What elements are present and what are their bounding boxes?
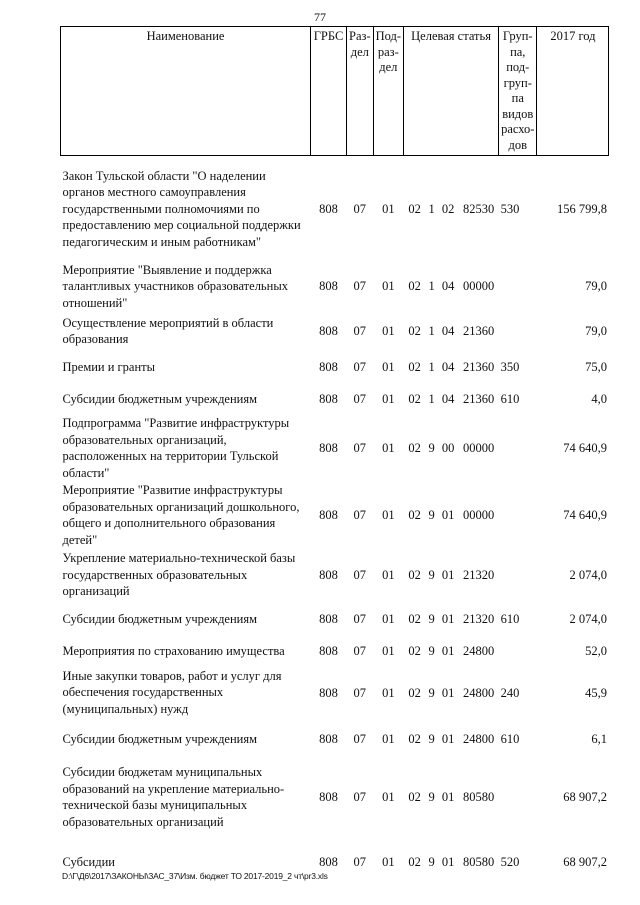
cell-grbs: 808: [319, 279, 338, 294]
cell-razdel: 07: [353, 644, 367, 658]
cell-expense-group: 610: [500, 612, 520, 626]
cell-target-event: 04: [441, 324, 455, 338]
cell-grbs: 808: [319, 568, 338, 582]
cell-expense-group: [499, 637, 537, 665]
cell-target-event: 01: [441, 732, 455, 746]
cell-podrazdel: 01: [382, 732, 395, 746]
cell-target-event: 04: [441, 392, 455, 406]
cell-target-program: 02: [408, 360, 421, 374]
cell-name: Субсидии: [62, 854, 115, 869]
cell-target-subprogram: 1: [428, 324, 435, 338]
cell-name: Мероприятия по страхованию имущества: [62, 643, 285, 658]
cell-target-direction: 00000: [462, 508, 495, 522]
cell-target-program: 02: [408, 324, 421, 338]
cell-podrazdel: 01: [382, 790, 395, 804]
cell-target-event: 02: [441, 201, 455, 216]
cell-target-program: 02: [408, 644, 421, 658]
cell-amount: 45,9: [585, 685, 607, 700]
cell-razdel: 07: [353, 685, 367, 700]
cell-grbs: 808: [319, 612, 338, 626]
cell-amount: 2 074,0: [569, 612, 607, 626]
cell-target-program: 02: [408, 685, 421, 700]
table-row: [61, 311, 609, 351]
cell-grbs: 808: [319, 392, 338, 406]
cell-razdel: 07: [353, 732, 367, 746]
cell-razdel: 07: [353, 279, 367, 294]
cell-target-subprogram: 9: [428, 612, 435, 626]
cell-razdel: 07: [353, 201, 367, 216]
cell-name: Субсидии бюджетам муниципальных образований на укрепление материально-технической базы муниципальных образовательных организаций: [62, 765, 285, 829]
cell-podrazdel: 01: [382, 392, 395, 406]
cell-podrazdel: 01: [382, 324, 395, 338]
cell-target-program: 02: [408, 392, 421, 406]
cell-expense-group: 610: [500, 392, 520, 406]
cell-target-subprogram: 1: [428, 360, 435, 374]
header-name: Наименование: [61, 27, 311, 156]
cell-target-subprogram: 1: [428, 201, 435, 216]
cell-target-subprogram: 9: [428, 568, 435, 582]
cell-expense-group: [499, 481, 537, 549]
header-razdel: Раз-дел: [347, 27, 374, 156]
cell-target-direction: 82530: [462, 201, 495, 216]
cell-podrazdel: 01: [382, 644, 395, 658]
cell-target-direction: 21360: [462, 324, 495, 338]
cell-name: Укрепление материально-технической базы государственных образовательных организаций: [62, 551, 296, 599]
cell-name: Субсидии бюджетным учреждениям: [62, 731, 258, 746]
cell-target-event: 01: [441, 508, 455, 522]
cell-amount: 2 074,0: [569, 568, 607, 582]
cell-target-direction: 00000: [462, 279, 495, 294]
table-row: [61, 720, 609, 758]
cell-razdel: 07: [353, 855, 367, 869]
cell-target-program: 02: [408, 201, 421, 216]
table-row: [61, 351, 609, 383]
cell-razdel: 07: [353, 612, 367, 626]
cell-target-event: 01: [441, 568, 455, 582]
cell-expense-group: 520: [500, 855, 520, 869]
cell-grbs: 808: [319, 508, 338, 522]
page-number: 77: [314, 10, 326, 24]
cell-target-program: 02: [408, 790, 421, 804]
table-row: [61, 481, 609, 549]
cell-target-direction: 24800: [462, 644, 495, 658]
cell-podrazdel: 01: [382, 201, 395, 216]
cell-podrazdel: 01: [382, 441, 395, 455]
cell-amount: 74 640,9: [563, 441, 607, 455]
cell-target-direction: 24800: [462, 685, 495, 700]
header-target: Целевая статья: [404, 27, 499, 156]
cell-name: Подпрограмма "Развитие инфраструктуры образовательных организаций, расположенных на территории Тульской области": [62, 416, 290, 480]
cell-target-direction: 21360: [462, 360, 495, 374]
cell-razdel: 07: [353, 392, 367, 406]
budget-table: [60, 26, 609, 888]
cell-target-direction: 21320: [462, 612, 495, 626]
cell-name: Премии и гранты: [62, 359, 156, 374]
cell-target-subprogram: 9: [428, 685, 435, 700]
cell-podrazdel: 01: [382, 279, 395, 294]
cell-grbs: 808: [319, 441, 338, 455]
cell-grbs: 808: [319, 732, 338, 746]
cell-target-direction: 24800: [462, 732, 495, 746]
cell-target-subprogram: 9: [428, 644, 435, 658]
cell-target-event: 00: [441, 441, 455, 455]
cell-target-program: 02: [408, 441, 421, 455]
cell-target-subprogram: 9: [428, 855, 435, 869]
cell-podrazdel: 01: [382, 855, 395, 869]
cell-target-subprogram: 9: [428, 508, 435, 522]
cell-name: Иные закупки товаров, работ и услуг для обеспечения государственных (муниципальных) нужд: [62, 668, 282, 716]
cell-target-program: 02: [408, 732, 421, 746]
cell-target-subprogram: 9: [428, 441, 435, 455]
header-year: 2017 год: [537, 27, 609, 156]
cell-target-event: 01: [441, 790, 455, 804]
cell-amount: 79,0: [585, 324, 607, 338]
cell-amount: 79,0: [585, 279, 607, 294]
cell-target-direction: 80580: [462, 790, 495, 804]
cell-amount: 68 907,2: [563, 790, 607, 804]
cell-target-subprogram: 1: [428, 279, 435, 294]
cell-target-direction: 21320: [462, 568, 495, 582]
cell-grbs: 808: [319, 855, 338, 869]
cell-expense-group: 610: [500, 732, 520, 746]
cell-grbs: 808: [319, 360, 338, 374]
table-row: [61, 637, 609, 665]
cell-amount: 52,0: [585, 644, 607, 658]
cell-target-program: 02: [408, 612, 421, 626]
cell-razdel: 07: [353, 441, 367, 455]
cell-target-subprogram: 9: [428, 790, 435, 804]
table-row: [61, 262, 609, 312]
header-group: Груп-па, под-груп-па видов расхо-дов: [499, 27, 537, 156]
table-row: [61, 549, 609, 601]
cell-target-subprogram: 9: [428, 732, 435, 746]
cell-target-direction: 00000: [462, 441, 495, 455]
header-row: [61, 27, 609, 156]
cell-grbs: 808: [319, 644, 338, 658]
cell-grbs: 808: [319, 790, 338, 804]
cell-expense-group: [499, 549, 537, 601]
cell-amount: 68 907,2: [563, 855, 607, 869]
cell-target-event: 01: [441, 855, 455, 869]
cell-expense-group: 240: [500, 685, 520, 700]
cell-name: Закон Тульской области "О наделении органов местного самоуправления государственными полномочиями по предоставлению мер социальной поддержки педагогическим и иным работникам": [62, 168, 301, 249]
cell-target-program: 02: [408, 855, 421, 869]
header-podrazdel: Под-раз-дел: [373, 27, 403, 156]
table-row: [61, 415, 609, 481]
cell-target-subprogram: 1: [428, 392, 435, 406]
cell-podrazdel: 01: [382, 360, 395, 374]
cell-amount: 75,0: [585, 360, 607, 374]
cell-name: Субсидии бюджетным учреждениям: [62, 391, 258, 406]
cell-target-program: 02: [408, 568, 421, 582]
cell-razdel: 07: [353, 508, 367, 522]
table-row: [61, 665, 609, 720]
cell-name: Мероприятие "Развитие инфраструктуры образовательных организаций дошкольного, общего и дополнительного образования детей": [62, 483, 300, 547]
cell-name: Мероприятие "Выявление и поддержка талантливых участников образовательных отношений": [62, 262, 288, 310]
cell-razdel: 07: [353, 324, 367, 338]
cell-target-program: 02: [408, 508, 421, 522]
cell-expense-group: 350: [500, 360, 520, 374]
cell-amount: 156 799,8: [556, 201, 607, 216]
cell-podrazdel: 01: [382, 568, 395, 582]
cell-grbs: 808: [319, 324, 338, 338]
cell-amount: 74 640,9: [563, 508, 607, 522]
cell-podrazdel: 01: [382, 508, 395, 522]
cell-razdel: 07: [353, 790, 367, 804]
cell-grbs: 808: [319, 201, 338, 216]
cell-amount: 4,0: [591, 392, 607, 406]
cell-expense-group: [499, 415, 537, 481]
cell-grbs: 808: [319, 685, 338, 700]
cell-name: Осуществление мероприятий в области образования: [62, 315, 274, 346]
table-row: [61, 383, 609, 415]
cell-podrazdel: 01: [382, 685, 395, 700]
cell-name: Субсидии бюджетным учреждениям: [62, 611, 258, 626]
cell-podrazdel: 01: [382, 612, 395, 626]
cell-expense-group: 530: [500, 201, 520, 216]
table-row: [61, 601, 609, 637]
cell-target-program: 02: [408, 279, 421, 294]
cell-target-event: 04: [441, 360, 455, 374]
cell-expense-group: [499, 262, 537, 312]
cell-target-event: 01: [441, 644, 455, 658]
header-grbs: ГРБС: [311, 27, 347, 156]
cell-target-direction: 80580: [462, 855, 495, 869]
file-path-footer: D:\Г\Д6\2017\ЗАКОНЫ\ЗАС_37\Изм. бюджет ТО 2017-2019_2 чт\pr3.xls: [62, 871, 328, 881]
cell-target-event: 04: [441, 279, 455, 294]
cell-target-event: 01: [441, 685, 455, 700]
table-row: [61, 758, 609, 836]
cell-razdel: 07: [353, 568, 367, 582]
cell-target-direction: 21360: [462, 392, 495, 406]
cell-razdel: 07: [353, 360, 367, 374]
cell-expense-group: [499, 311, 537, 351]
cell-target-event: 01: [441, 612, 455, 626]
table-row: [61, 156, 609, 262]
cell-expense-group: [499, 758, 537, 836]
cell-amount: 6,1: [591, 732, 607, 746]
